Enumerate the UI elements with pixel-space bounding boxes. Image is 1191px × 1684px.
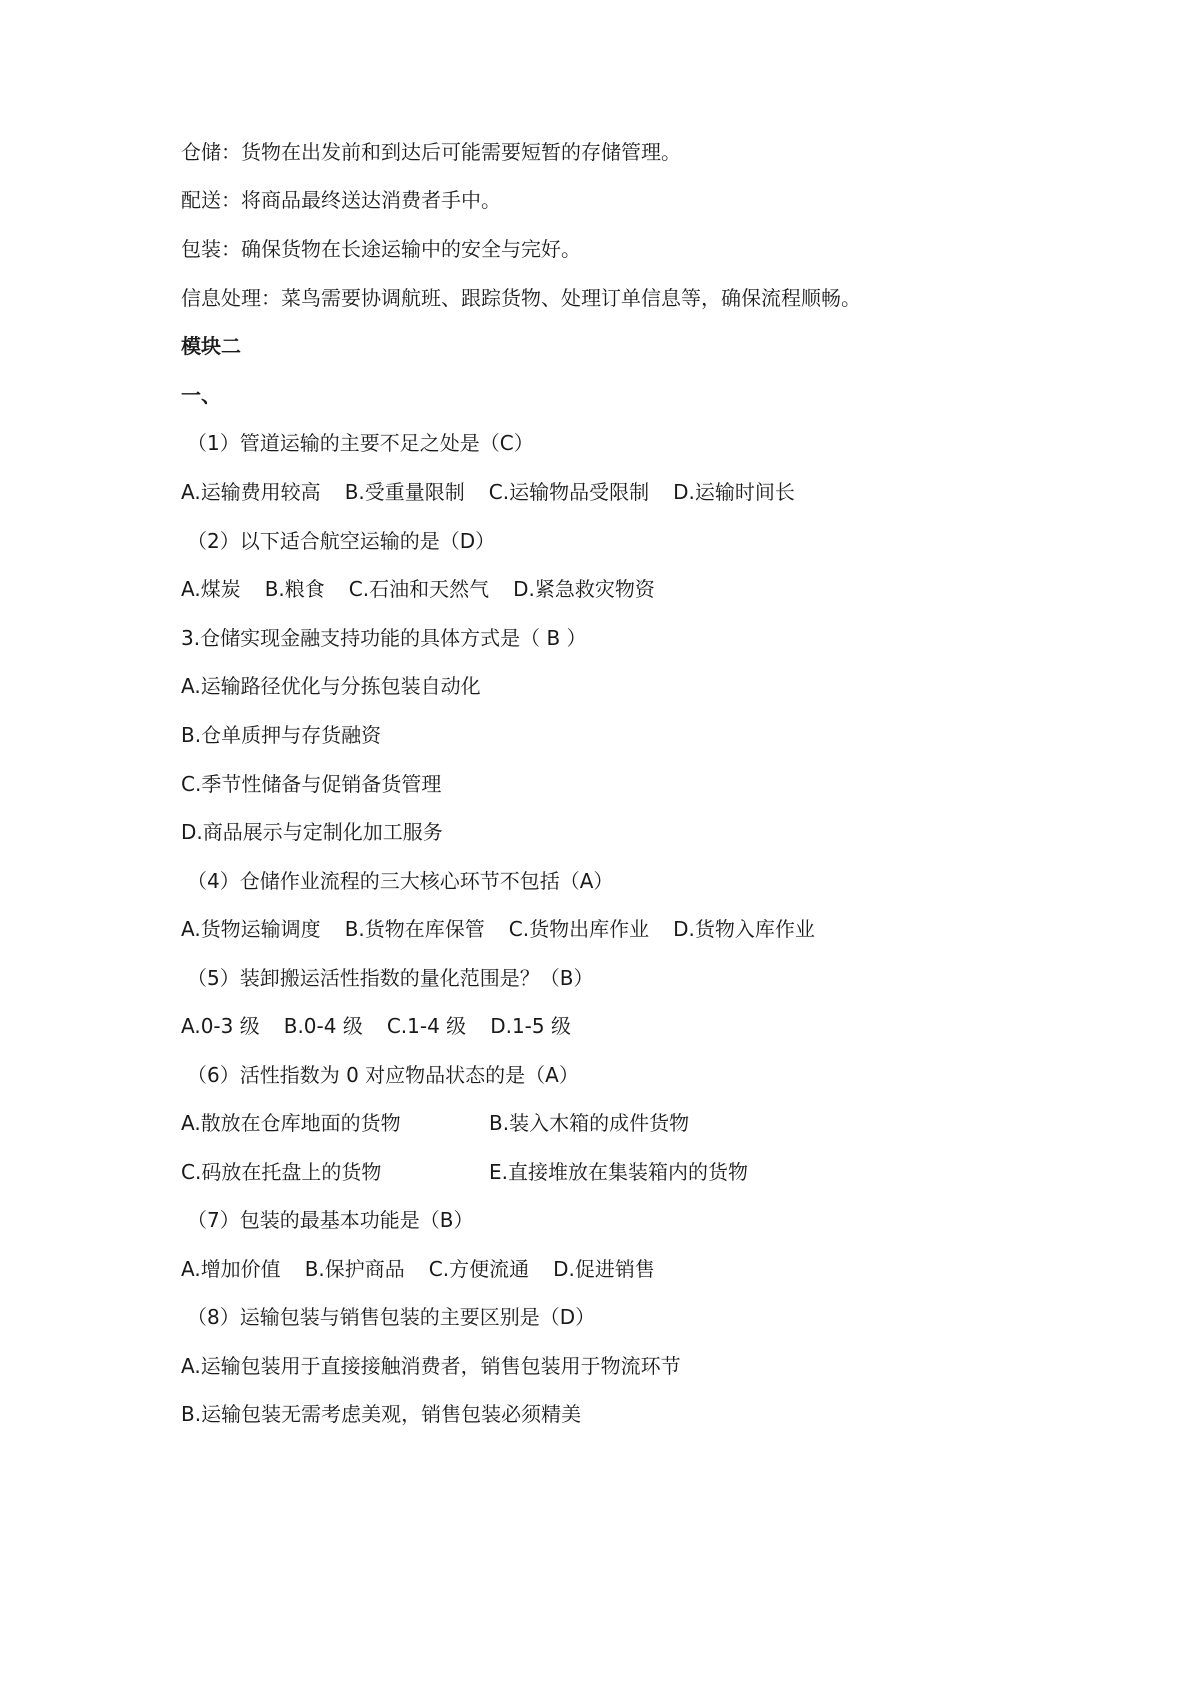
- option-text: B.粮食: [264, 577, 325, 601]
- question-6-options-row-2: [181, 1158, 748, 1186]
- option-text: C.运输物品受限制: [488, 480, 650, 504]
- paragraph-warehousing: 仓储：货物在出发前和到达后可能需要短暂的存储管理。: [181, 140, 681, 164]
- option-text: C.码放在托盘上的货物: [181, 1160, 382, 1184]
- question-6: （6）活性指数为 0 对应物品状态的是（A）: [187, 1063, 579, 1087]
- option-text: C.1-4 级: [386, 1014, 467, 1038]
- option-text: D.1-5 级: [490, 1014, 571, 1038]
- option-text: D.促进销售: [553, 1257, 655, 1281]
- option-text: B.货物在库保管: [344, 917, 485, 941]
- option-text: D.运输时间长: [673, 480, 795, 504]
- question-7-options: [181, 1255, 655, 1283]
- question-3-option-d: D.商品展示与定制化加工服务: [181, 820, 443, 844]
- question-3-option-b: B.仓单质押与存货融资: [181, 723, 382, 747]
- option-text: B.0-4 级: [283, 1014, 363, 1038]
- option-text: B.受重量限制: [344, 480, 465, 504]
- question-8: （8）运输包装与销售包装的主要区别是（D）: [187, 1305, 596, 1329]
- paragraph-delivery: 配送：将商品最终送达消费者手中。: [181, 188, 501, 212]
- option-text: C.货物出库作业: [508, 917, 650, 941]
- question-1: （1）管道运输的主要不足之处是（C）: [187, 431, 534, 455]
- option-text: A.煤炭: [181, 577, 241, 601]
- option-text: E.直接堆放在集装箱内的货物: [489, 1160, 748, 1184]
- option-text: A.0-3 级: [181, 1014, 260, 1038]
- question-2-options: [181, 575, 655, 603]
- section-heading: 一、: [181, 383, 221, 407]
- module-heading: 模块二: [181, 334, 241, 358]
- question-1-options: [181, 478, 795, 506]
- question-6-options-row-1: [181, 1109, 690, 1137]
- option-text: A.增加价值: [181, 1257, 281, 1281]
- option-text: A.运输费用较高: [181, 480, 321, 504]
- option-text: D.货物入库作业: [673, 917, 815, 941]
- question-8-option-a: A.运输包装用于直接接触消费者，销售包装用于物流环节: [181, 1354, 681, 1378]
- question-3-option-c: C.季节性储备与促销备货管理: [181, 772, 442, 796]
- question-5-options: [181, 1012, 571, 1040]
- question-4-options: [181, 915, 815, 943]
- question-4: （4）仓储作业流程的三大核心环节不包括（A）: [187, 869, 614, 893]
- option-text: D.紧急救灾物资: [513, 577, 655, 601]
- option-text: C.方便流通: [428, 1257, 530, 1281]
- option-text: C.石油和天然气: [348, 577, 490, 601]
- question-5: （5）装卸搬运活性指数的量化范围是？（B）: [187, 966, 594, 990]
- question-3: 3.仓储实现金融支持功能的具体方式是（ B ）: [181, 626, 587, 650]
- question-7: （7）包装的最基本功能是（B）: [187, 1208, 474, 1232]
- paragraph-packaging: 包装：确保货物在长途运输中的安全与完好。: [181, 237, 581, 261]
- option-text: B.装入木箱的成件货物: [489, 1111, 690, 1135]
- option-text: A.货物运输调度: [181, 917, 321, 941]
- question-8-option-b: B.运输包装无需考虑美观，销售包装必须精美: [181, 1402, 582, 1426]
- paragraph-info-processing: 信息处理：菜鸟需要协调航班、跟踪货物、处理订单信息等，确保流程顺畅。: [181, 286, 861, 310]
- question-3-option-a: A.运输路径优化与分拣包装自动化: [181, 674, 481, 698]
- option-text: B.保护商品: [304, 1257, 405, 1281]
- option-text: A.散放在仓库地面的货物: [181, 1111, 401, 1135]
- question-2: （2）以下适合航空运输的是（D）: [187, 529, 496, 553]
